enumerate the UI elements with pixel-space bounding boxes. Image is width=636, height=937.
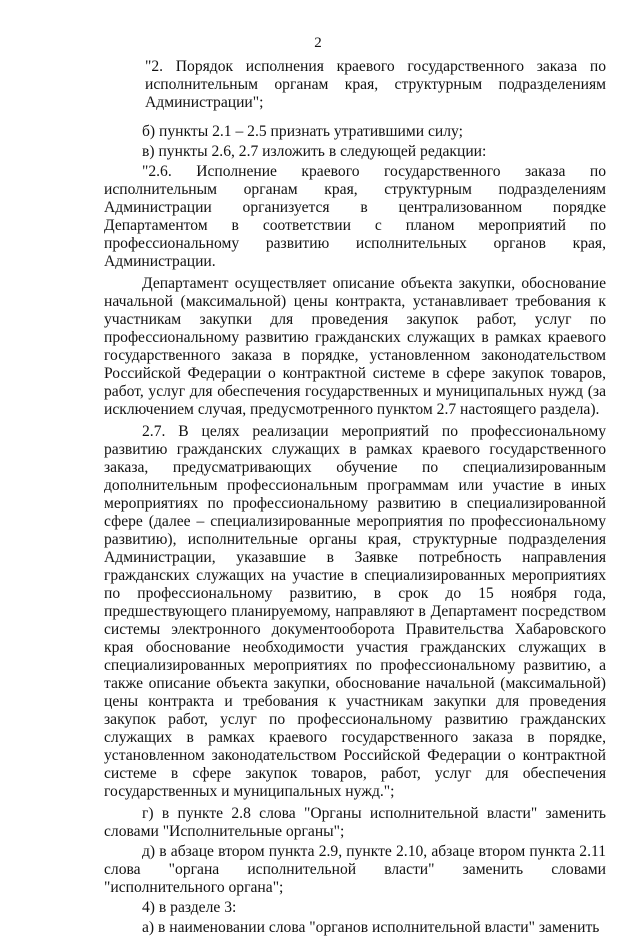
paragraph-v: в) пункты 2.6, 2.7 изложить в следующей редакции: [142, 143, 487, 160]
paragraph-2-6: "2.6. Исполнение краевого государственного заказа по исполнительным органам края, структурным подразделениям Администрации организуется в централизованном порядке Департаментом в соответствии с планом мероприятий по профессиональному развитию исполнительных органов края, Администрации. [104, 163, 606, 270]
paragraph-g: г) в пункте 2.8 слова "Органы исполнительной власти" заменить словами "Исполнительные органы"; [104, 805, 606, 840]
paragraph-section-3: 4) в разделе 3: [142, 899, 237, 916]
page-number: 2 [314, 35, 322, 51]
document-body [104, 58, 606, 937]
paragraph-2-7: 2.7. В целях реализации мероприятий по профессиональному развитию гражданских служащих в рамках краевого государственного заказа, предусматривающих обучение по специализированным дополнительным профессиональным программам или участие в иных мероприятиях по профессиональному развитию в специализированной сфере (далее – специализированные мероприятия по профессиональному развитию), исполнительные органы края, структурные подразделения Администрации, указавшие в Заявке потребность направления гражданских служащих на участие в специализированных мероприятиях по профессиональному развитию, в срок до 15 ноября года, предшествующего планируемому, направляют в Департамент посредством системы электронного документооборота Правительства Хабаровского края обоснование необходимости участия гражданских служащих в специализированных мероприятиях по профессиональному развитию, а также описание объекта закупки, обоснование начальной (максимальной) цены контракта и требования к участникам закупки для проведения закупок работ, услуг по профессиональному развитию гражданских служащих в рамках краевого государственного заказа в порядке, установленном законодательством Российской Федерации о контрактной системе в сфере закупок товаров, работ, услуг для обеспечения государственных и муниципальных нужд."; [104, 423, 606, 800]
paragraph-department: Департамент осуществляет описание объекта закупки, обоснование начальной (максимальной) цены контракта, устанавливает требования к участникам закупки для проведения закупок работ, услуг по профессиональному развитию гражданских служащих в рамках краевого государственного заказа в порядке, установленном законодательством Российской Федерации о контрактной системе в сфере закупок товаров, работ, услуг для обеспечения государственных и муниципальных нужд (за исключением случая, предусмотренного пунктом 2.7 настоящего раздела). [104, 275, 606, 418]
paragraph-a: а) в наименовании слова "органов исполнительной власти" заменить [142, 919, 600, 936]
paragraph-b: б) пункты 2.1 – 2.5 признать утратившими силу; [142, 123, 463, 140]
paragraph-d: д) в абзаце втором пункта 2.9, пункте 2.10, абзаце втором пункта 2.11 слова "органа исполнительной власти" заменить словами "исполнительного органа"; [104, 843, 606, 896]
section-title-quote: "2. Порядок исполнения краевого государственного заказа по исполнительным органам края, структурным подразделениям Администрации"; [145, 58, 606, 111]
